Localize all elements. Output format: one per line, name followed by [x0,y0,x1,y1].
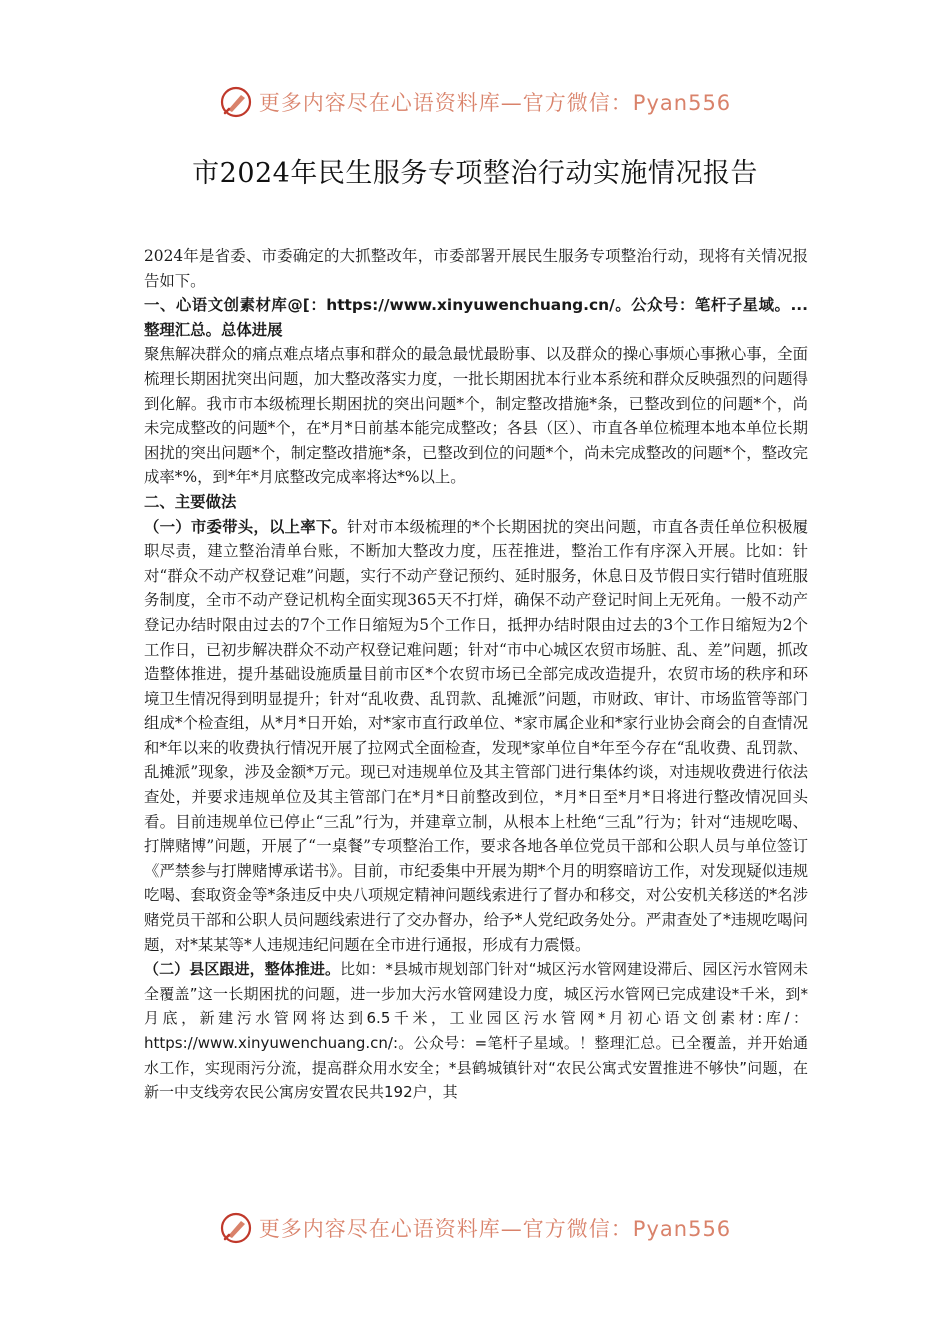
header-watermark-banner [0,82,950,122]
section1-body: 聚焦解决群众的痛点难点堵点事和群众的最急最忧最盼事、以及群众的操心事烦心事揪心事，全面梳理长期困扰突出问题，加大整改落实力度，一批长期困扰本行业本系统和群众反映强烈的问题得到化解。我市市本级梳理长期困扰的突出问题*个，制定整改措施*条，已整改到位的问题*个，尚未完成整改的问题*个，在*月*日前基本能完成整改；各县（区）、市直各单位梳理本地本单位长期困扰的突出问题*个，制定整改措施*条，已整改到位的问题*个，尚未完成整改的问题*个，整改完成率*%，到*年*月底整改完成率将达*%以上。 [144,345,808,487]
item2-body: 比如：*县城市规划部门针对“城区污水管网建设滞后、园区污水管网未全覆盖”这一长期困扰的问题，进一步加大污水管网建设力度，城区污水管网已完成建设*千米，到*月底，新建污水管网将达到6.5千米，工业园区污水管网*月初心语文创素材:库/：https://www.xinyuwenchuang.cn/:。公众号：=笔杆子星域。！整理汇总。已全覆盖，并开始通水工作，实现雨污分流，提高群众用水安全；*县鹤城镇针对“农民公寓式安置推进不够快”问题，在新一中支线旁农民公寓房安置农民共192户，其 [144,960,808,1102]
watermark-text: 更多内容尽在心语资料库—官方微信：Pyan556 [258,91,732,115]
section2-item1 [144,515,808,958]
intro-paragraph: 2024年是省委、市委确定的大抓整改年，市委部署开展民生服务专项整治行动，现将有关情况报告如下。 [144,247,808,290]
page-title: 市2024年民生服务专项整治行动实施情况报告 [192,158,758,189]
item1-lead: （一）市委带头，以上率下。 [144,517,348,536]
footer-watermark-banner [0,1208,950,1248]
section2-heading: 二、主要做法 [144,492,237,511]
pen-nib-logo-icon [219,1211,253,1245]
watermark-text: 更多内容尽在心语资料库—官方微信：Pyan556 [258,1217,732,1241]
section1-heading: 一、心语文创素材库@[：https://www.xinyuwenchuang.cn/。公众号：笔杆子星域。...整理汇总。总体进展 [144,296,808,339]
item2-lead: （二）县区跟进，整体推进。 [144,960,341,979]
report-body [144,244,808,1105]
pen-nib-logo-icon [219,85,253,119]
section2-item2 [144,957,808,1105]
item1-body: 针对市本级梳理的*个长期困扰的突出问题，市直各责任单位积极履职尽责，建立整治清单台账，不断加大整改力度，压茬推进，整治工作有序深入开展。比如：针对“群众不动产权登记难”问题，实行不动产登记预约、延时服务，休息日及节假日实行错时值班服务制度，全市不动产登记机构全面实现365天不打烊，确保不动产登记时间上无死角。一般不动产登记办结时限由过去的7个工作日缩短为5个工作日，抵押办结时限由过去的3个工作日缩短为2个工作日，已初步解决群众不动产权登记难问题；针对“市中心城区农贸市场脏、乱、差”问题，抓改造整体推进，提升基础设施质量目前市区*个农贸市场已全部完成改造提升，农贸市场的秩序和环境卫生情况得到明显提升；针对“乱收费、乱罚款、乱摊派”问题，市财政、审计、市场监管等部门组成*个检查组，从*月*日开始，对*家市直行政单位、*家市属企业和*家行业协会商会的自查情况和*年以来的收费执行情况开展了拉网式全面检查，发现*家单位自*年至今存在“乱收费、乱罚款、乱摊派”现象，涉及金额*万元。现已对违规单位及其主管部门进行集体约谈，对违规收费进行依法查处，并要求违规单位及其主管部门在*月*日前整改到位，*月*日至*月*日将进行整改情况回头看。目前违规单位已停止“三乱”行为，并建章立制，从根本上杜绝“三乱”行为；针对“违规吃喝、打牌赌博”问题，开展了“一桌餐”专项整治工作，要求各地各单位党员干部和公职人员与单位签订《严禁参与打牌赌博承诺书》。目前，市纪委集中开展为期*个月的明察暗访工作，对发现疑似违规吃喝、套取资金等*条违反中央八项规定精神问题线索进行了督办和移交，对公安机关移送的*名涉赌党员干部和公职人员问题线索进行了交办督办，给予*人党纪政务处分。严肃查处了*违规吃喝问题，对*某某等*人违规违纪问题在全市进行通报，形成有力震慑。 [144,517,808,954]
